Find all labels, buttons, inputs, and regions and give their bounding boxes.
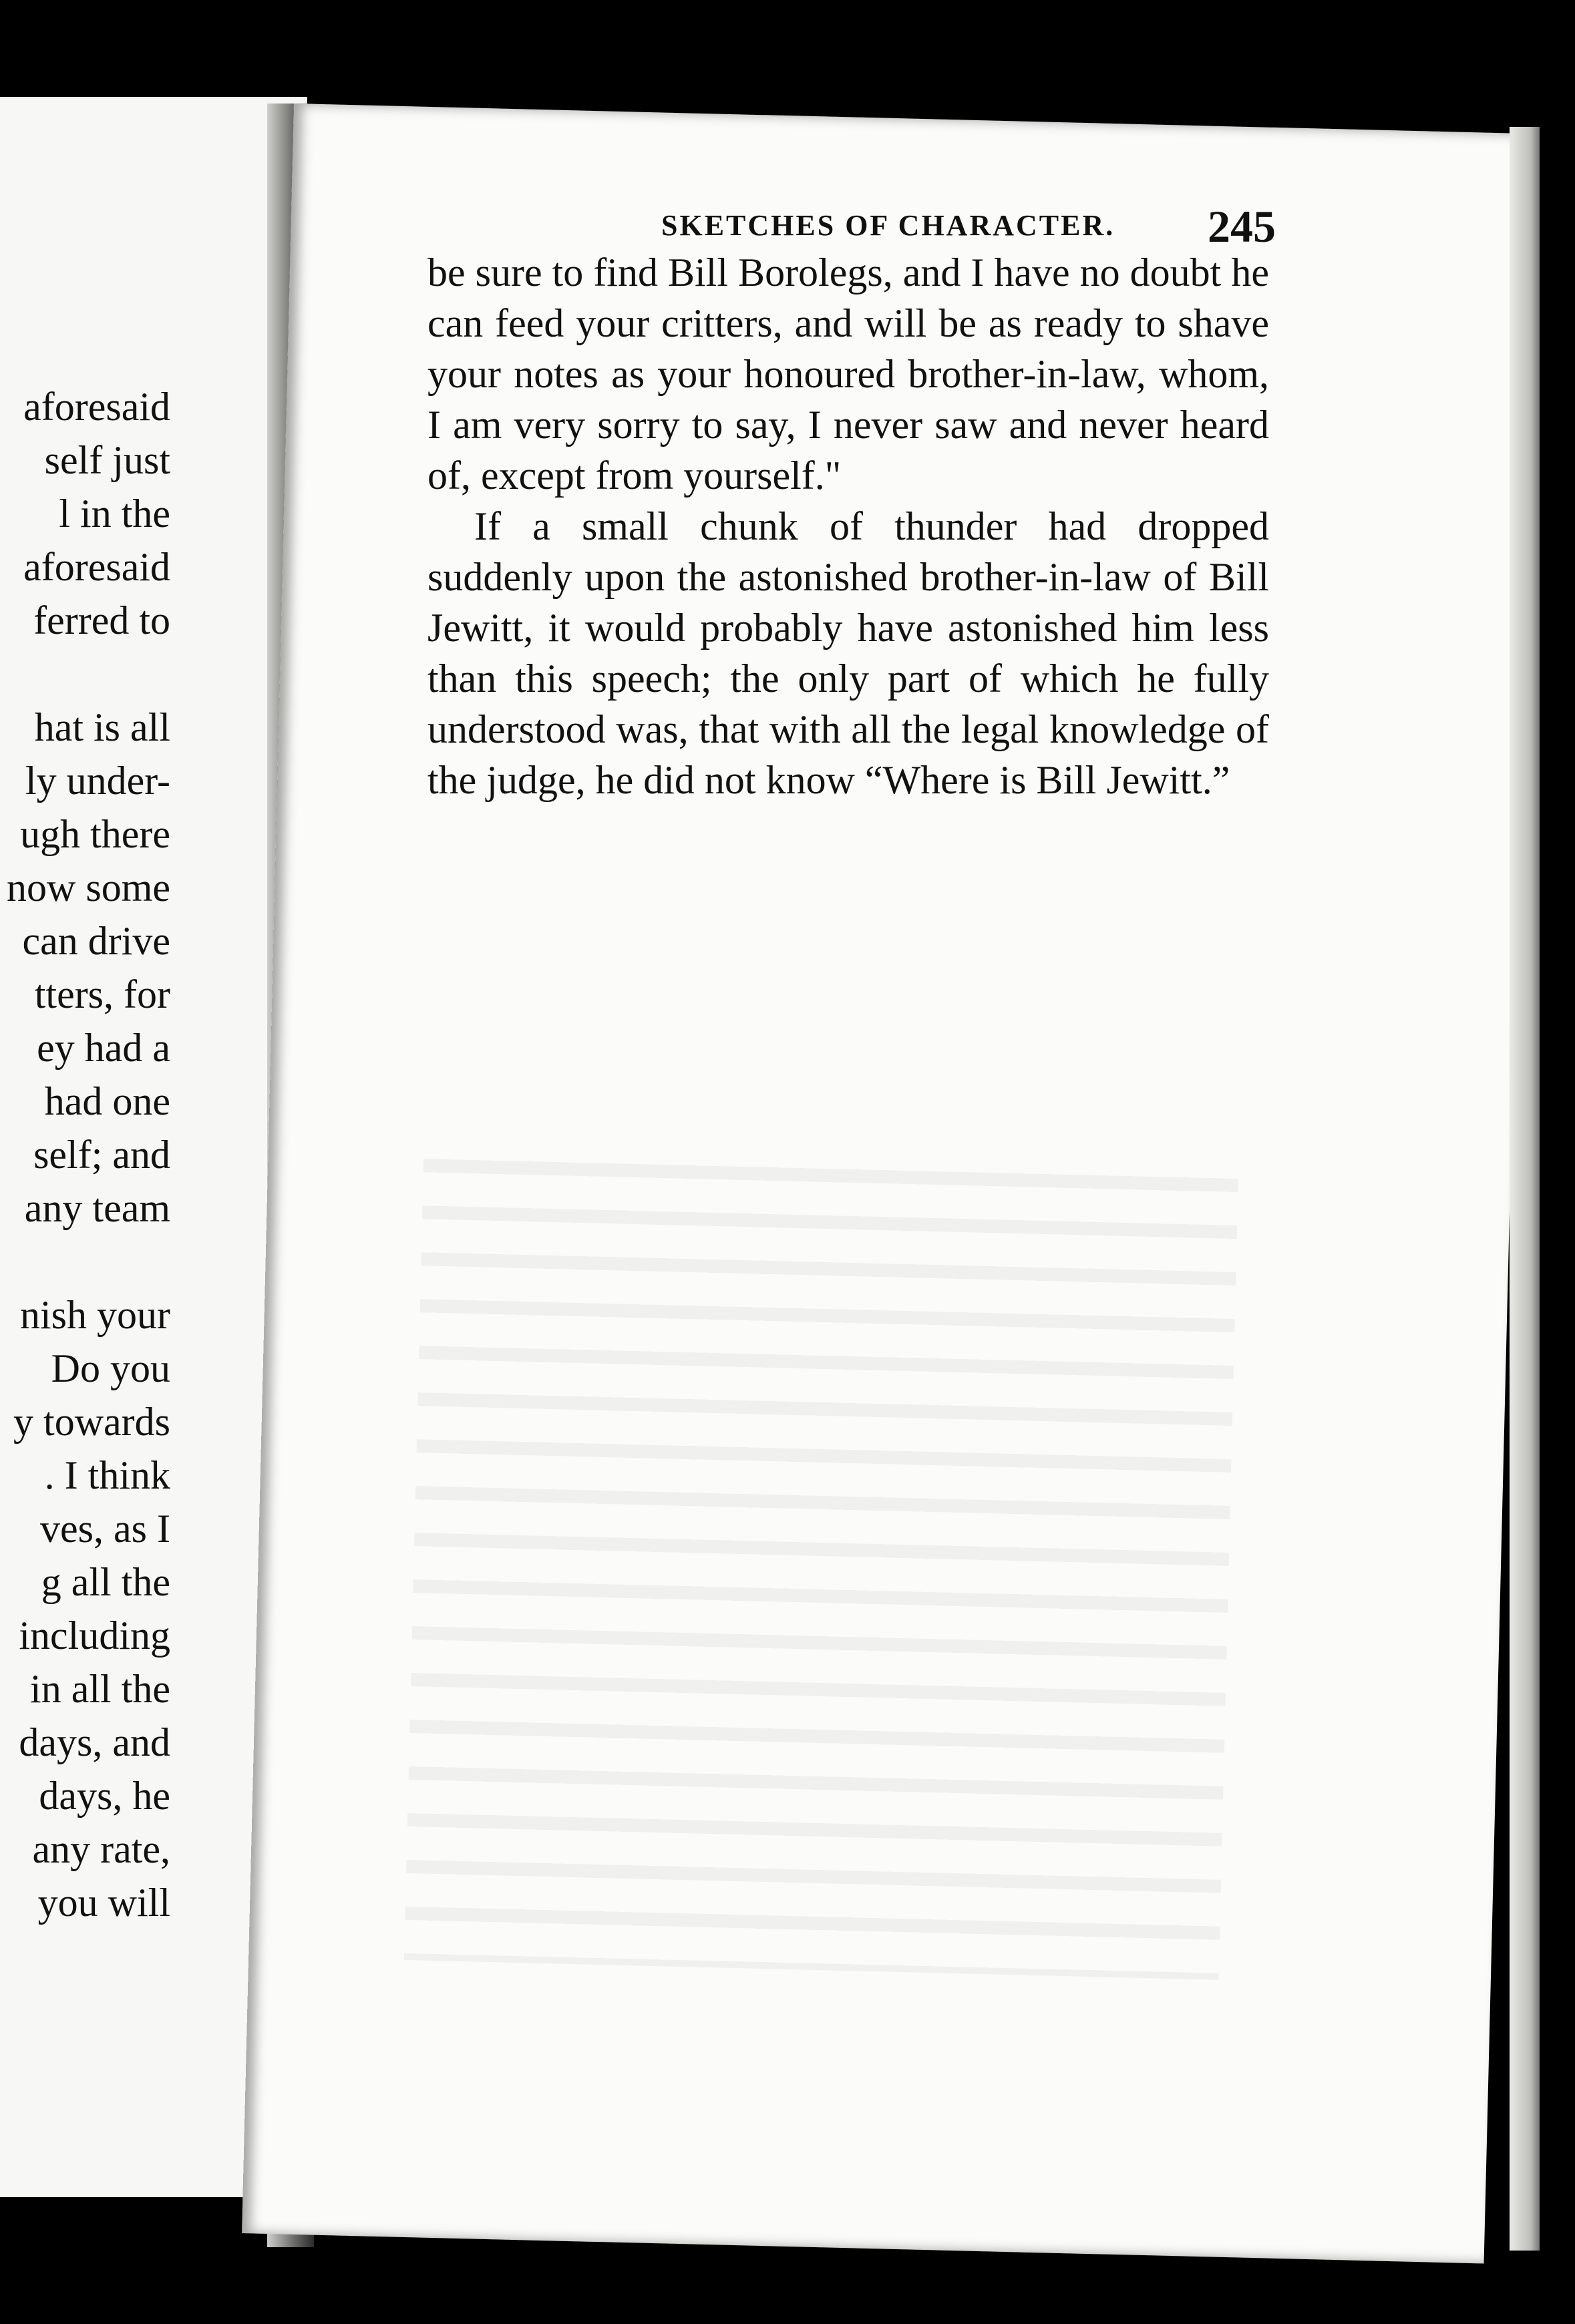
left-page-line: . I think xyxy=(44,1453,170,1497)
left-page-line: g all the xyxy=(41,1560,170,1604)
left-page-line: any team xyxy=(24,1186,170,1230)
left-page-line: l in the xyxy=(59,492,170,536)
left-page-line: y towards xyxy=(13,1400,170,1444)
left-page-line: you will xyxy=(37,1881,170,1925)
running-head: SKETCHES OF CHARACTER. xyxy=(661,209,1115,242)
page-number: 245 xyxy=(1208,201,1276,252)
left-page-line: self; and xyxy=(33,1133,170,1177)
paragraph: If a small chunk of thunder had dropped suddenly upon the astonished brother-in-law of Bill Jewitt, it would probably have astonished him less than this speech; the only part of which he fully understood was, that with all the legal knowledge of the judge, he did not know “Where is Bill Jewitt.” xyxy=(427,504,1269,802)
body-text xyxy=(427,247,1269,805)
left-page-line: hat is all xyxy=(34,705,170,749)
left-page-line: ly under- xyxy=(25,759,170,803)
paragraph: be sure to find Bill Borolegs, and I have no doubt he can feed your critters, and will be as ready to shave your notes as your honoured brother-in-law, whom, I am very sorry to say, I never saw and never heard of, except from yourself." xyxy=(427,250,1269,498)
left-page-line: tters, for xyxy=(34,972,170,1016)
left-page-line: ferred to xyxy=(33,598,170,642)
page-edge xyxy=(1510,127,1540,2251)
left-page-line: ey had a xyxy=(37,1026,170,1070)
left-page-line: any rate, xyxy=(32,1827,170,1871)
left-page-line: ugh there xyxy=(20,812,170,856)
left-page-line: Do you xyxy=(51,1346,170,1390)
left-page-line: nish your xyxy=(20,1293,170,1337)
left-page-line: can drive xyxy=(22,919,170,963)
left-page-line: ves, as I xyxy=(40,1507,170,1551)
left-page-line: including xyxy=(19,1613,170,1658)
left-page-line: aforesaid xyxy=(23,385,170,429)
show-through-text xyxy=(404,1125,1239,1979)
left-page-line: had one xyxy=(44,1079,170,1123)
left-page-line: aforesaid xyxy=(23,545,170,589)
left-page-line: in all the xyxy=(30,1667,170,1711)
left-page-line: days, and xyxy=(19,1720,170,1764)
left-page-line: now some xyxy=(7,865,170,910)
left-page-line: days, he xyxy=(39,1774,170,1818)
left-page-line: self just xyxy=(44,438,170,482)
